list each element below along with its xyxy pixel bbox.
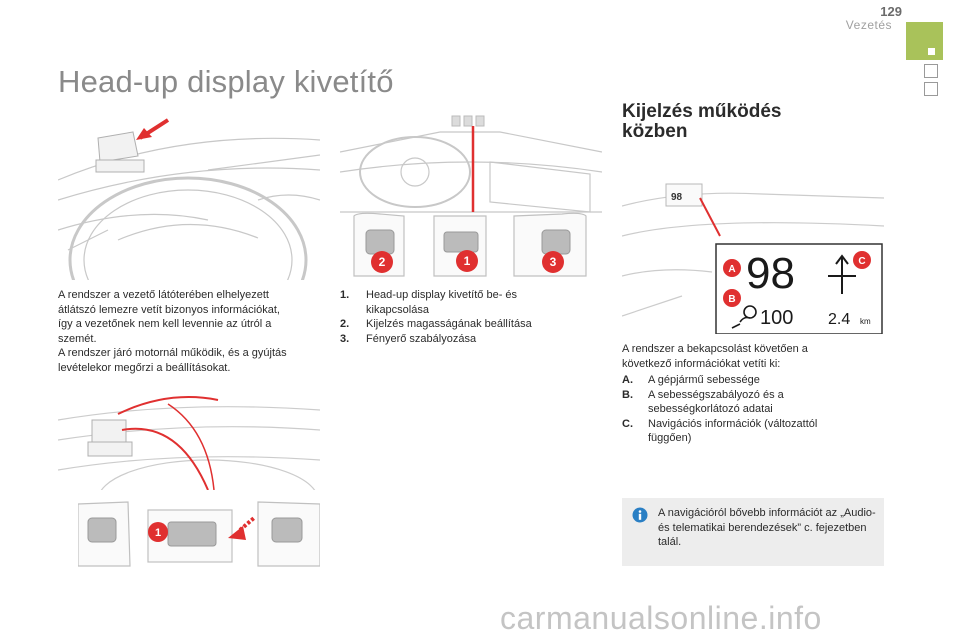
callout-3: 3 bbox=[549, 255, 557, 269]
chapter-tab-box bbox=[924, 82, 938, 96]
display-intro bbox=[622, 342, 884, 371]
info-note bbox=[622, 498, 884, 566]
intro-line: A rendszer járó motornál működik, és a gyújtás bbox=[58, 347, 287, 360]
info-icon bbox=[632, 507, 648, 523]
chapter-tab-box bbox=[924, 64, 938, 78]
callout-c: C bbox=[858, 256, 866, 267]
callout-b: B bbox=[728, 294, 736, 305]
info-note-text: A navigációról bővebb információt az „Audio- és telematikai berendezések” c. fejezetben talál. bbox=[658, 507, 876, 549]
list-item-letter: B. bbox=[622, 388, 633, 401]
list-item bbox=[622, 388, 862, 417]
intro-text bbox=[58, 288, 320, 376]
hud-small-speed: 98 bbox=[671, 192, 683, 203]
intro-line: így a vezetőnek nem kell levennie az útról a bbox=[58, 318, 272, 331]
page-title: Head-up display kivetítő bbox=[58, 64, 394, 99]
list-item-letter: A. bbox=[622, 374, 633, 386]
hud-display-illustration bbox=[622, 176, 884, 334]
callout-1: 1 bbox=[463, 254, 471, 268]
list-item-text: A gépjármű sebessége bbox=[648, 374, 760, 386]
callout-2: 2 bbox=[378, 255, 386, 269]
intro-line: A rendszer a vezető látóterében elhelyezett bbox=[58, 289, 269, 301]
dashboard-hud-illustration bbox=[58, 110, 320, 280]
center-button-panel-illustration bbox=[78, 500, 320, 568]
hud-height-adjust-illustration bbox=[58, 390, 320, 490]
list-item-text: A sebességszabályozó és a sebességkorlátozó adatai bbox=[648, 388, 784, 416]
section-title: Kijelzés működés közben bbox=[622, 101, 782, 142]
display-intro-line: A rendszer a bekapcsolást követően a bbox=[622, 343, 808, 355]
list-item-number: 3. bbox=[340, 332, 350, 345]
list-item bbox=[622, 417, 862, 446]
watermark: carmanualsonline.info bbox=[500, 600, 822, 636]
display-list bbox=[622, 373, 862, 446]
intro-line: szemét. bbox=[58, 332, 97, 345]
display-intro-line: következő információkat vetíti ki: bbox=[622, 357, 781, 370]
hud-speed: 98 bbox=[746, 249, 795, 298]
chapter-tab bbox=[906, 22, 943, 60]
intro-line: átlátszó lemezre vetít bizonyos információkat, bbox=[58, 303, 280, 316]
list-item bbox=[340, 332, 580, 347]
callout-1-lower: 1 bbox=[154, 527, 162, 539]
list-item bbox=[622, 373, 862, 388]
controls-list bbox=[340, 288, 580, 346]
hud-distance-unit: km bbox=[860, 317, 871, 326]
list-item-text: Kijelzés magasságának beállítása bbox=[366, 318, 532, 331]
hud-limit: 100 bbox=[760, 307, 794, 329]
callout-a: A bbox=[728, 264, 736, 275]
hud-distance: 2.4 bbox=[828, 311, 851, 328]
list-item-text: Fényerő szabályozása bbox=[366, 332, 477, 345]
intro-line: levételekor megőrzi a beállításokat. bbox=[58, 361, 231, 374]
list-item-text: Head-up display kivetítő be- és kikapcsolása bbox=[366, 289, 518, 316]
list-item bbox=[340, 317, 580, 332]
list-item bbox=[340, 288, 580, 317]
list-item-number: 2. bbox=[340, 318, 350, 331]
page-number: 129 bbox=[880, 4, 902, 19]
list-item-text: Navigációs információk (változattól függően) bbox=[648, 417, 818, 445]
chapter-label: Vezetés bbox=[845, 18, 892, 32]
cockpit-buttons-illustration bbox=[340, 112, 602, 280]
list-item-letter: C. bbox=[622, 417, 633, 430]
list-item-number: 1. bbox=[340, 289, 350, 301]
